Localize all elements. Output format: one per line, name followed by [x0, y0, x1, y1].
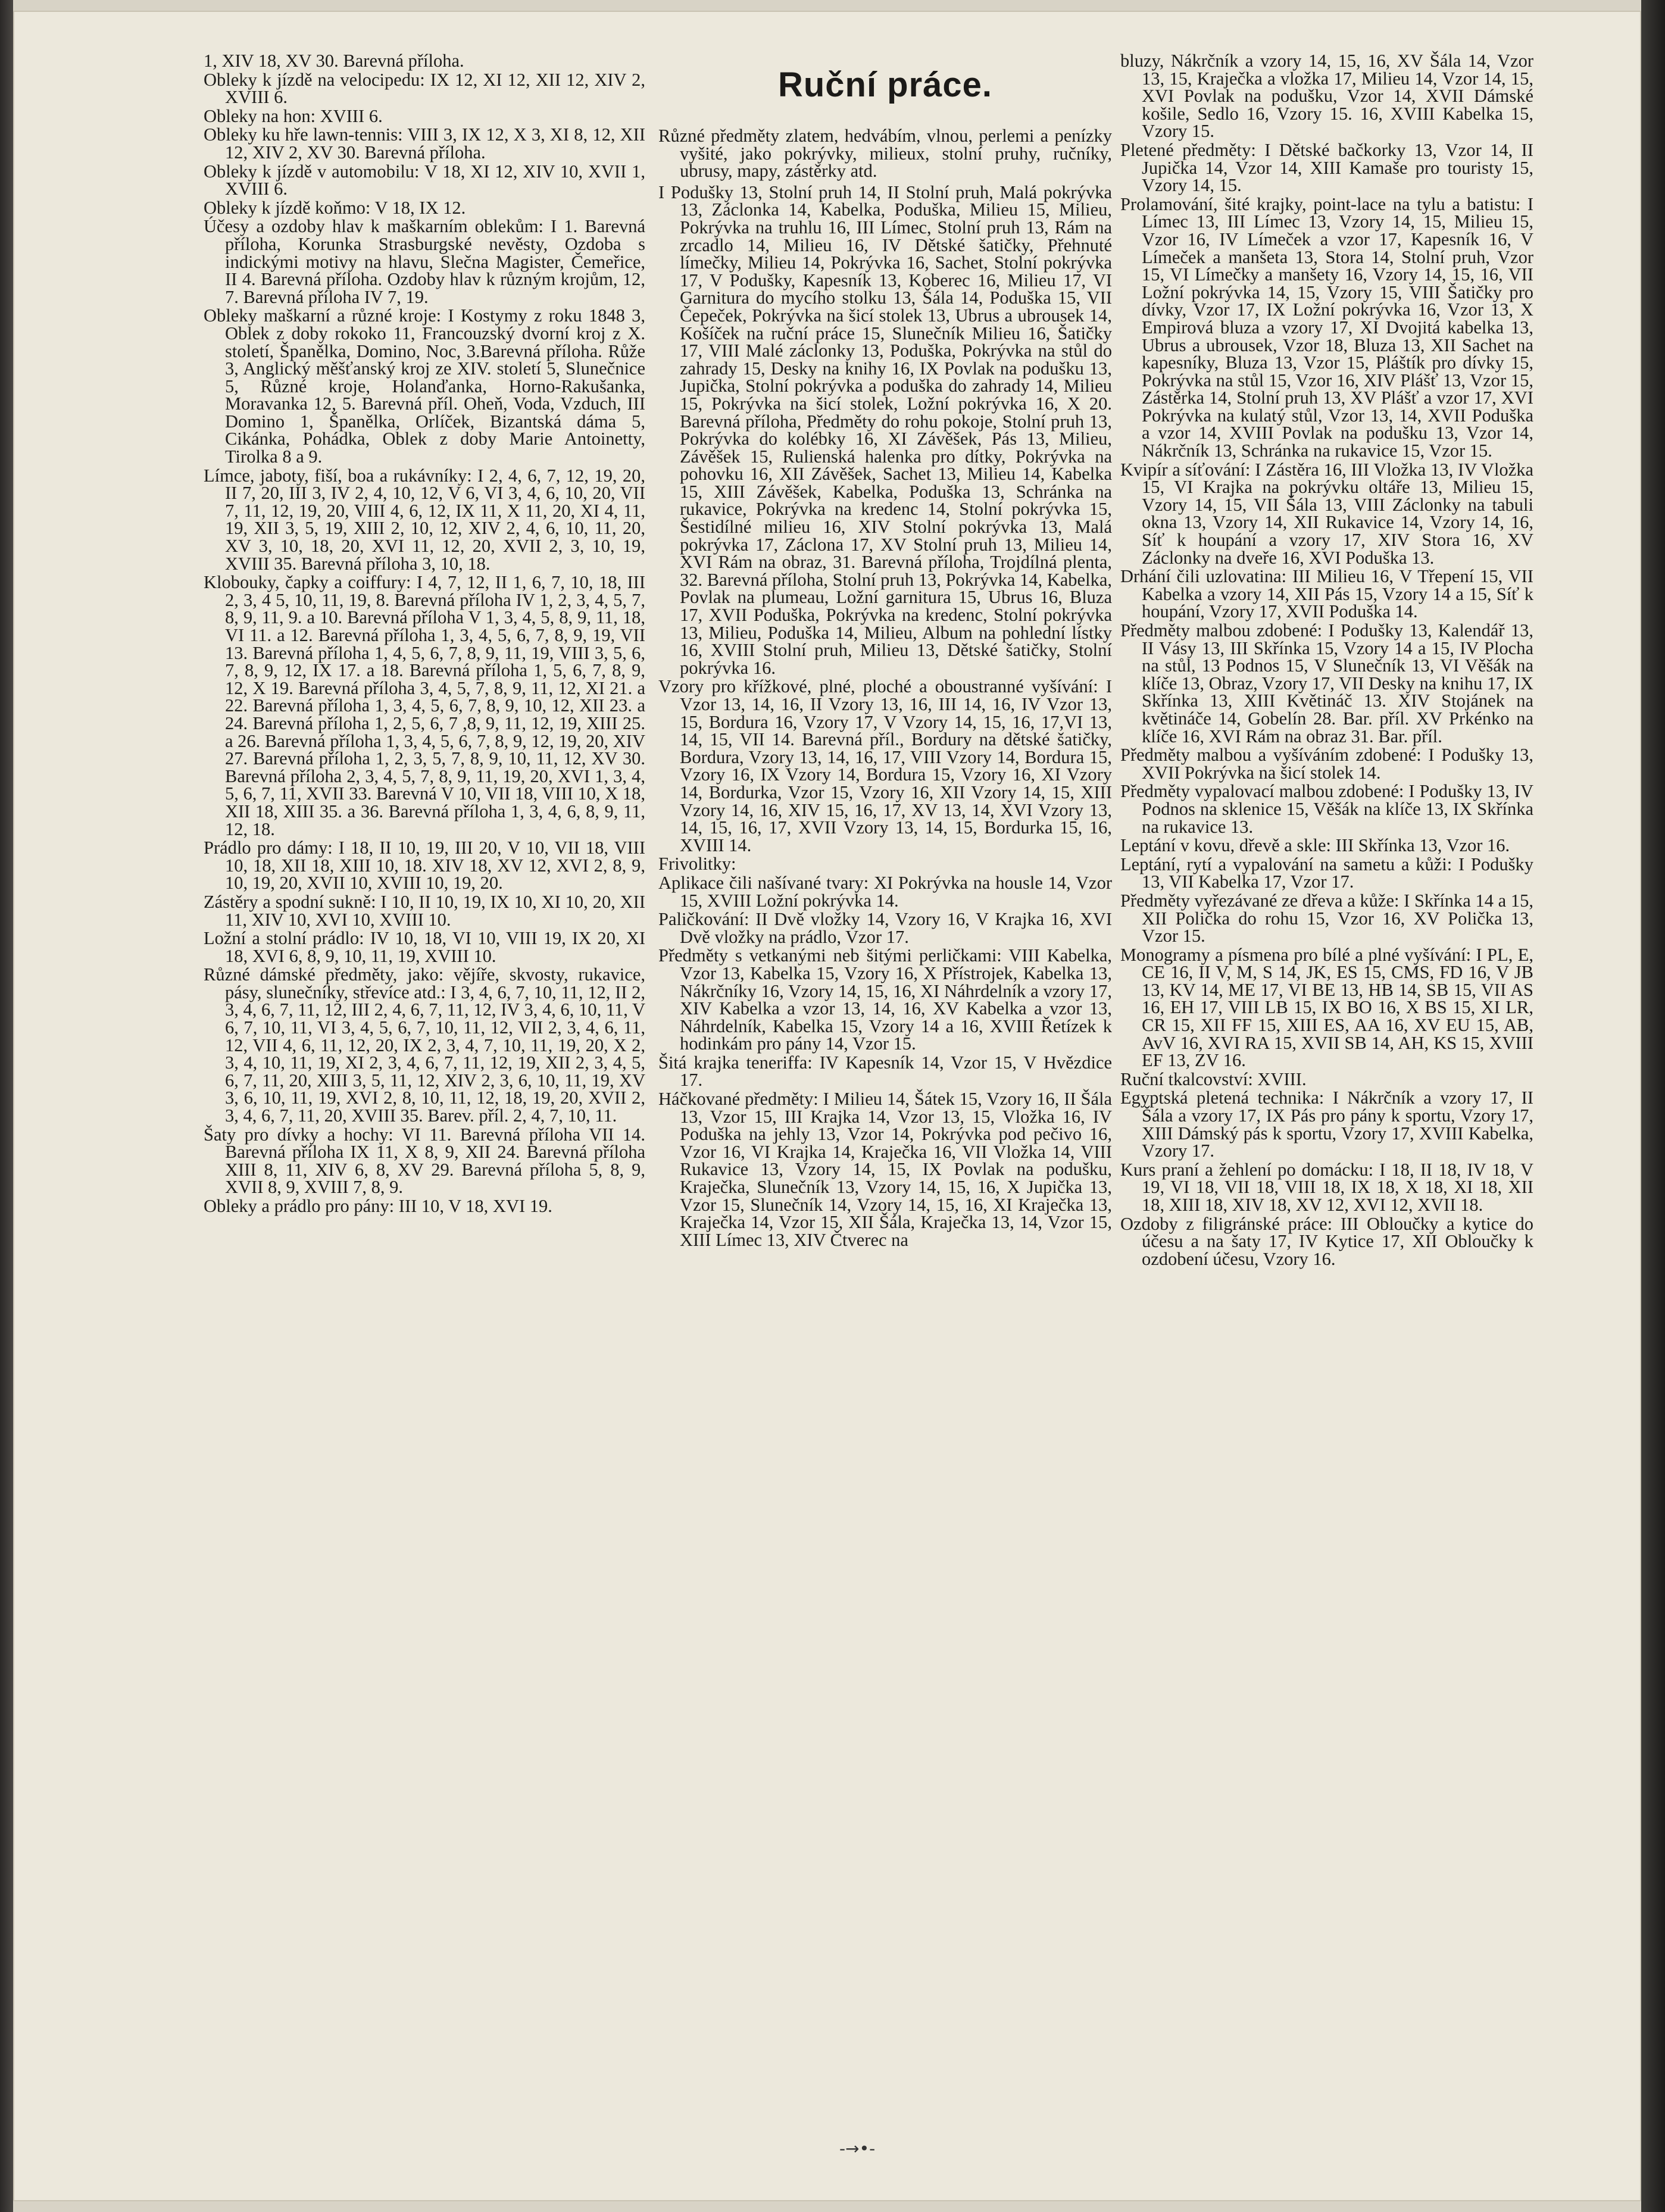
column-right — [1120, 52, 1533, 1269]
index-entry: Šaty pro dívky a hochy: VI 11. Barevná příloha VII 14. Barevná příloha IX 11, X 8, 9, XII 24. Barevná příloha XIII 8, 11, XIV 6, 8, XV 29. Barevná příloha 5, 8, 9, XVII 8, 9, XVIII 7, 8, 9. — [204, 1124, 645, 1198]
index-entry: Předměty vypalovací malbou zdobené: I Podušky 13, IV Podnos na sklenice 15, Věšák na klíče 13, IX Skřínka na rukavice 13. — [1120, 781, 1533, 837]
index-entry: Límce, jaboty, fiší, boa a rukávníky: I 2, 4, 6, 7, 12, 19, 20, II 7, 20, III 3, IV 2, 4, 10, 12, V 6, VI 3, 4, 6, 10, 20, VII 7, 11, 12, 19, 20, VIII 4, 6, 12, IX 11, X 11, 20, XI 4, 11, 19, XII 3, 5, 19, XIII 2, 10, 12, XIV 2, 4, 6, 10, 11, 20, XV 3, 10, 18, 20, XVI 11, 12, 20, XVII 2, 3, 10, 19, XVIII 35. Barevná příloha 3, 10, 18. — [204, 465, 645, 574]
index-entry: Šitá krajka teneriffa: IV Kapesník 14, Vzor 15, V Hvězdice 17. — [658, 1052, 1112, 1091]
index-entry: Účesy a ozdoby hlav k maškarním oblekům: I 1. Barevná příloha, Korunka Strasburgské nevěsty, Ozdoba s indickými motivy na hlavu, Slečna Magister, Čemeřice, II 4. Barevná příloha. Ozdoby hlav k různým krojům, 12, 7. Barevná příloha IV 7, 19. — [204, 216, 645, 307]
section-intro: Různé předměty zlatem, hedvábím, vlnou, perlemi a penízky vyšité, jako pokrývky, milieux, stolní pruhy, ručníky, ubrusy, mapy, zástěrky atd. — [658, 126, 1112, 182]
index-entry: Různé dámské předměty, jako: vějíře, skvosty, rukavice, pásy, slunečníky, střevíce atd.: I 3, 4, 6, 7, 10, 11, 12, II 2, 3, 4, 6, 7, 11, 12, III 2, 4, 6, 7, 11, 12, IV 3, 4, 6, 10, 11, V 6, 7, 10, 11, VI 3, 4, 5, 6, 7, 10, 11, 12, VII 2, 3, 4, 6, 11, 12, VII 4, 6, 11, 12, 20, IX 2, 3, 4, 7, 10, 11, 19, 20, X 2, 3, 4, 10, 11, 19, XI 2, 3, 4, 6, 7, 11, 12, 19, XII 2, 3, 4, 5, 6, 7, 11, 20, XIII 3, 5, 11, 12, XIV 2, 3, 6, 10, 11, 19, XV 3, 6, 10, 11, 19, XVI 2, 8, 10, 11, 12, 18, 19, 20, XVII 2, 3, 4, 6, 7, 11, 20, XVIII 35. Barev. příl. 2, 4, 7, 10, 11. — [204, 964, 645, 1126]
index-entry: Vzory pro křížkové, plné, ploché a oboustranné vyšívání: I Vzor 13, 14, 16, II Vzory 13, 16, III 14, 16, IV Vzor 13, 15, Bordura 16, Vzory 17, V Vzory 14, 15, 16, 17,VI 13, 14, 15, VII 14. Barevná příl., Bordury na dětské šatičky, Bordura, Vzory 13, 14, 16, 17, VIII Vzory 14, Bordura 15, Vzory 16, IX Vzory 14, Bordura 15, Vzory 16, XI Vzory 14, Bordurka, Vzor 15, Vzory 16, XII Vzory 14, 15, XIII Vzory 14, 16, XIV 15, 16, 17, XV 13, 14, XVI Vzory 13, 14, 15, 16, 17, XVII Vzory 13, 14, 15, Bordurka 15, 16, XVIII 14. — [658, 676, 1112, 855]
index-entry: Ozdoby z filigránské práce: III Obloučky a kytice do účesu a na šaty 17, IV Kytice 17, XII Obloučky k ozdobení účesu, Vzory 16. — [1120, 1213, 1533, 1269]
page-binding-shadow-right — [1641, 0, 1665, 2212]
index-entry: Zástěry a spodní sukně: I 10, II 10, 19, IX 10, XI 10, 20, XII 11, XIV 10, XVI 10, XVIII 10. — [204, 891, 645, 930]
index-entry: Obleky ku hře lawn-tennis: VIII 3, IX 12, X 3, XI 8, 12, XII 12, XIV 2, XV 30. Barevná příloha. — [204, 124, 645, 163]
index-entry: Předměty s vetkanými neb šitými perličkami: VIII Kabelka, Vzor 13, Kabelka 15, Vzory 16, X Přístrojek, Kabelka 13, Nákrčníky 16, Vzory 14, 15, 16, XI Náhrdelník a vzory 17, XIV Kabelka a vzor 13, 14, 16, XV Kabelka a vzor 13, Náhrdelník, Kabelka 15, Vzory 14 a 16, XVIII Řetízek k hodinkám pro pány 14, Vzor 15. — [658, 945, 1112, 1054]
index-entry: Kurs praní a žehlení po domácku: I 18, II 18, IV 18, V 19, VI 18, VII 18, VIII 18, IX 18, X 18, XI 18, XII 18, XIII 18, XIV 18, XV 12, XVI 12, XVII 18. — [1120, 1159, 1533, 1215]
index-entry: Ložní a stolní prádlo: IV 10, 18, VI 10, VIII 19, IX 20, XI 18, XVI 6, 8, 9, 10, 11, 19, XVIII 10. — [204, 928, 645, 966]
footer-ornament: -⁠⁠→•- — [839, 2139, 876, 2158]
index-entry: Prádlo pro dámy: I 18, II 10, 19, III 20, V 10, VII 18, VIII 10, 18, XII 18, XIII 10, 18. XIV 18, XV 12, XVI 2, 8, 9, 10, 19, 20, XVII 10, XVIII 10, 19, 20. — [204, 838, 645, 893]
index-entry: Klobouky, čapky a coiffury: I 4, 7, 12, II 1, 6, 7, 10, 18, III 2, 3, 4 5, 10, 11, 19, 8. Barevná příloha IV 1, 2, 3, 4, 5, 7, 8, 9, 11, 9. a 10. Barevná příloha V 1, 3, 4, 5, 8, 9, 11, 18, VI 11. a 12. Barevná příloha 1, 3, 4, 5, 6, 7, 8, 9, 19, VII 13. Barevná příloha 1, 4, 5, 6, 7, 8, 9, 11, 19, VIII 3, 5, 6, 7, 8, 9, 12, IX 17. a 18. Barevná příloha 1, 5, 6, 7, 8, 9, 12, X 19. Barevná příloha 3, 4, 5, 7, 8, 9, 11, 12, XI 21. a 22. Barevná příloha 1, 3, 4, 5, 6, 7, 8, 9, 10, 12, XII 23. a 24. Barevná příloha 1, 2, 5, 6, 7 ,8, 9, 11, 12, 19, XIII 25. a 26. Barevná příloha 1, 3, 4, 5, 6, 7, 8, 9, 12, 19, 20, XIV 27. Barevná příloha 1, 2, 3, 5, 7, 8, 9, 10, 11, 12, XV 30. Barevná příloha 2, 3, 4, 5, 7, 8, 9, 11, 19, 20, XVI 1, 3, 4, 5, 6, 7, 11, XVII 33. Barevná V 10, VII 18, VIII 10, X 18, XII 18, XIII 35. a 36. Barevná příloha 1, 3, 4, 6, 8, 9, 11, 12, 18. — [204, 572, 645, 839]
index-entry: Monogramy a písmena pro bílé a plné vyšívání: I PL, E, CE 16, II V, M, S 14, JK, ES 15, CMS, FD 16, V JB 13, KV 14, ME 17, VI BE 13, HB 14, SB 15, VII AS 16, EH 17, VIII LB 15, IX BO 16, X BS 15, XI LR, CR 15, XII FF 15, XIII ES, AA 16, XV EU 15, AB, AvV 16, XVI RA 15, XVII SB 14, AH, KS 15, XVIII EF 13, ZV 16. — [1120, 944, 1533, 1071]
index-entry: Předměty malbou zdobené: I Podušky 13, Kalendář 13, II Vásy 13, III Skřínka 15, Vzory 14 a 15, IV Plocha na stůl, 13 Podnos 15, V Slunečník 13, VI Věšák na klíče 13, Obraz, Vzory 17, VII Desky na knihu 17, IX Skřínka 13, XIII Květináč 13. XIV Stojánek na květináče 14, Gobelín 28. Bar. příl. XV Prkénko na klíče 16, XVI Rám na obraz 31. Bar. příl. — [1120, 620, 1533, 746]
section-title: Ruční práce. — [777, 65, 993, 104]
index-entry: 1, XIV 18, XV 30. Barevná příloha. — [204, 51, 464, 71]
index-entry: Drhání čili uzlovatina: III Milieu 16, V Třepení 15, VII Kabelka a vzory 14, XII Pás 15, Vzory 14 a 15, Síť k houpání, Vzory 17, XVII Poduška 14. — [1120, 566, 1533, 622]
index-entry: bluzy, Nákrčník a vzory 14, 15, 16, XV Šála 14, Vzor 13, 15, Kraječka a vložka 17, Milieu 14, Vzor 14, 15, XVI Povlak na podušku, Vzor 14, XVII Dámské košile, Sedlo 16, Vzory 15. 16, XVIII Kabelka 15, Vzory 15. — [1120, 51, 1533, 142]
index-entry: Pletené předměty: I Dětské bačkorky 13, Vzor 14, II Jupička 14, Vzor 14, XIII Kamaše pro touristy 15, Vzory 14, 15. — [1120, 139, 1533, 196]
index-entry: Obleky na hon: XVIII 6. — [204, 105, 383, 126]
index-entry: Obleky k jízdě koňmo: V 18, IX 12. — [204, 197, 466, 218]
index-entry: Leptání, rytí a vypalování na sametu a kůži: I Podušky 13, VII Kabelka 17, Vzor 17. — [1120, 854, 1533, 892]
column-middle — [658, 64, 1112, 1250]
index-entry: Leptání v kovu, dřevě a skle: III Skřínka 13, Vzor 16. — [1120, 835, 1510, 856]
page-binding-shadow-left — [0, 0, 13, 2212]
index-entry: Aplikace čili našívané tvary: XI Pokrývka na housle 14, Vzor 15, XVIII Ložní pokrývka 14. — [658, 872, 1112, 911]
index-entry: Obleky maškarní a různé kroje: I Kostymy z roku 1848 3, Oblek z doby rokoko 11, Francouzský dvorní kroj z X. století, Španělka, Domino, Noc, 3.Barevná příloha. Růže 3, Anglický měšťanský kroj ze XIV. století 5, Slunečnice 5, Různé kroje, Holanďanka, Horno-Rakušanka, Moravanka 12, 5. Barevná příl. Oheň, Voda, Vzduch, III Domino 1, Španělka, Orlíček, Bizantská dáma 5, Cikánka, Pohádka, Oblek z doby Marie Antoinetty, Tirolka 8 a 9. — [204, 305, 645, 467]
index-entry: Paličkování: II Dvě vložky 14, Vzory 16, V Krajka 16, XVI Dvě vložky na prádlo, Vzor 17. — [658, 909, 1112, 947]
index-entry: Obleky k jízdě v automobilu: V 18, XI 12, XIV 10, XVII 1, XVIII 6. — [204, 161, 645, 199]
index-entry: I Podušky 13, Stolní pruh 14, II Stolní pruh, Malá pokrývka 13, Záclonka 14, Kabelka, Poduška, Milieu 15, Milieu, Pokrývka na truhlu 16, III Límec, Stolní pruh 13, Rám na zrcadlo 14, Milieu 16, IV Dětské šatičky, Přehnuté límečky, Milieu 14, Pokrývka 16, Sachet, Stolní pokrývka 17, V Podušky, Kapesník 13, Koberec 16, Milieu 17, VI Garnitura do mycího stolku 13, Šála 14, Poduška 15, VII Čepeček, Pokrývka na šicí stolek 13, Ubrus a ubrousek 14, Košíček na ruční práce 15, Slunečník Milieu 16, Šatičky 17, VIII Malé záclonky 13, Poduška, Pokrývka na stůl do zahrady 15, Desky na knihy 16, IX Povlak na podušku 13, Jupička, Stolní pokrývka a poduška do zahrady 14, Milieu 15, Pokrývka na šicí stolek, Ložní pokrývka 16, X 20. Barevná příloha, Předměty do rohu pokoje, Stolní pruh 13, Pokrývka do kolébky 16, XI Závěšek, Pás 13, Milieu, Závěšek 15, Rulienská halenka pro dítky, Pokrývka na pohovku 16, XII Závěšek, Sachet 13, Milieu 14, Kabelka 15, XIII Závěšek, Kabelka, Poduška 13, Schránka na rukavice, Pokrývka na kredenc 14, Stolní pokrývka 15, Šestidílné milieu 16, XIV Stolní pokrývka 13, Malá pokrývka 17, Záclona 17, XV Stolní pruh 13, Milieu 14, XVI Rám na obraz, 31. Barevná příloha, Trojdílná plenta, 32. Barevná příloha, Stolní pruh 13, Pokrývka 14, Kabelka, Povlak na plumeau, Ložní garnitura 15, Ubrus 16, Bluza 17, XVII Poduška, Pokrývka na kredenc, Stolní pokrývka 13, Milieu, Poduška 14, Milieu, Album na pohlední lístky 16, XVIII Stolní pruh, Milieu 13, Dětské šatičky, Stolní pokrývka 16. — [658, 182, 1112, 678]
index-entry: Egyptská pletená technika: I Nákrčník a vzory 17, II Šála a vzory 17, IX Pás pro pány k sportu, Vzory 17, XIII Dámský pás k sportu, Vzory 17, XVIII Kabelka, Vzory 17. — [1120, 1088, 1533, 1161]
index-entry: Obleky k jízdě na velocipedu: IX 12, XI 12, XII 12, XIV 2, XVIII 6. — [204, 69, 645, 108]
index-entry: Ruční tkalcovství: XVIII. — [1120, 1068, 1307, 1089]
index-entry: Prolamování, šité krajky, point-lace na tylu a batistu: I Límec 13, III Límec 13, Vzory 14, 15, Milieu 15, Vzor 16, IV Límeček a vzor 17, Kapesník 16, V Límeček a manšeta 13, Stora 14, Stolní pruh, Vzor 15, VI Límečky a manšety 16, Vzory 14, 15, 16, VII Ložní pokrývka 14, 15, Vzory 15, VIII Šatičky pro dívky, Vzor 17, IX Ložní pokrývka 16, Vzor 13, X Empirová bluza a vzory 17, XI Dvojitá kabelka 13, Ubrus a ubrousek, Vzor 18, Bluza 13, XII Sachet na kapesníky, Bluza 13, Vzor 15, Pláštík pro dívky 15, Pokrývka na stůl 15, Vzor 16, XIV Plášť 13, Vzor 15, Zástěrka 14, Stolní pruh 13, XV Plášť a vzor 17, XVI Pokrývka na kulatý stůl, Vzor 13, 14, XVII Poduška a vzor 14, XVIII Povlak na podušku 13, Vzor 14, Nákrčník 13, Schránka na rukavice 15, Vzor 15. — [1120, 193, 1533, 461]
index-entry: Předměty malbou a vyšíváním zdobené: I Podušky 13, XVII Pokrývka na šicí stolek 14. — [1120, 745, 1533, 783]
index-entry: Kvipír a síťování: I Zástěra 16, III Vložka 13, IV Vložka 15, VI Krajka na pokrývku oltáře 13, Milieu 15, Vzory 14, 15, VII Šála 13, VIII Záclonky na tabuli okna 13, Vzory 14, XII Rukavice 14, Vzory 14, 16, Síť k houpání a vzory 17, XIV Stora 16, XV Záclonky na dveře 16, XVI Poduška 13. — [1120, 459, 1533, 568]
index-entry: Háčkované předměty: I Milieu 14, Šátek 15, Vzory 16, II Šála 13, Vzor 15, III Krajka 14, Vzor 13, 15, Vložka 16, IV Poduška na jehly 13, Vzor 14, Pokrývka pod pečivo 16, Vzor 16, VI Krajka 14, Kraječka 16, VII Vložka 14, VIII Rukavice 13, Vzory 14, 15, IX Povlak na podušku, Kraječka, Slunečník 13, Vzory 14, 15, 16, X Jupička 13, Vzor 15, Slunečník 14, Vzory 14, 15, 16, XI Kraječka 13, Kraječka 14, Vzor 15, XII Šála, Kraječka 13, 14, Vzor 15, XIII Límec 13, XIV Čtverec na — [658, 1089, 1112, 1250]
magazine-index-page — [13, 11, 1641, 2201]
column-left — [204, 52, 645, 1217]
index-entry: Předměty vyřezávané ze dřeva a kůže: I Skřínka 14 a 15, XII Polička do rohu 15, Vzor 16, XV Polička 13, Vzor 15. — [1120, 890, 1533, 946]
index-entry: Frivolitky: — [658, 854, 736, 874]
index-entry: Obleky a prádlo pro pány: III 10, V 18, XVI 19. — [204, 1196, 552, 1216]
